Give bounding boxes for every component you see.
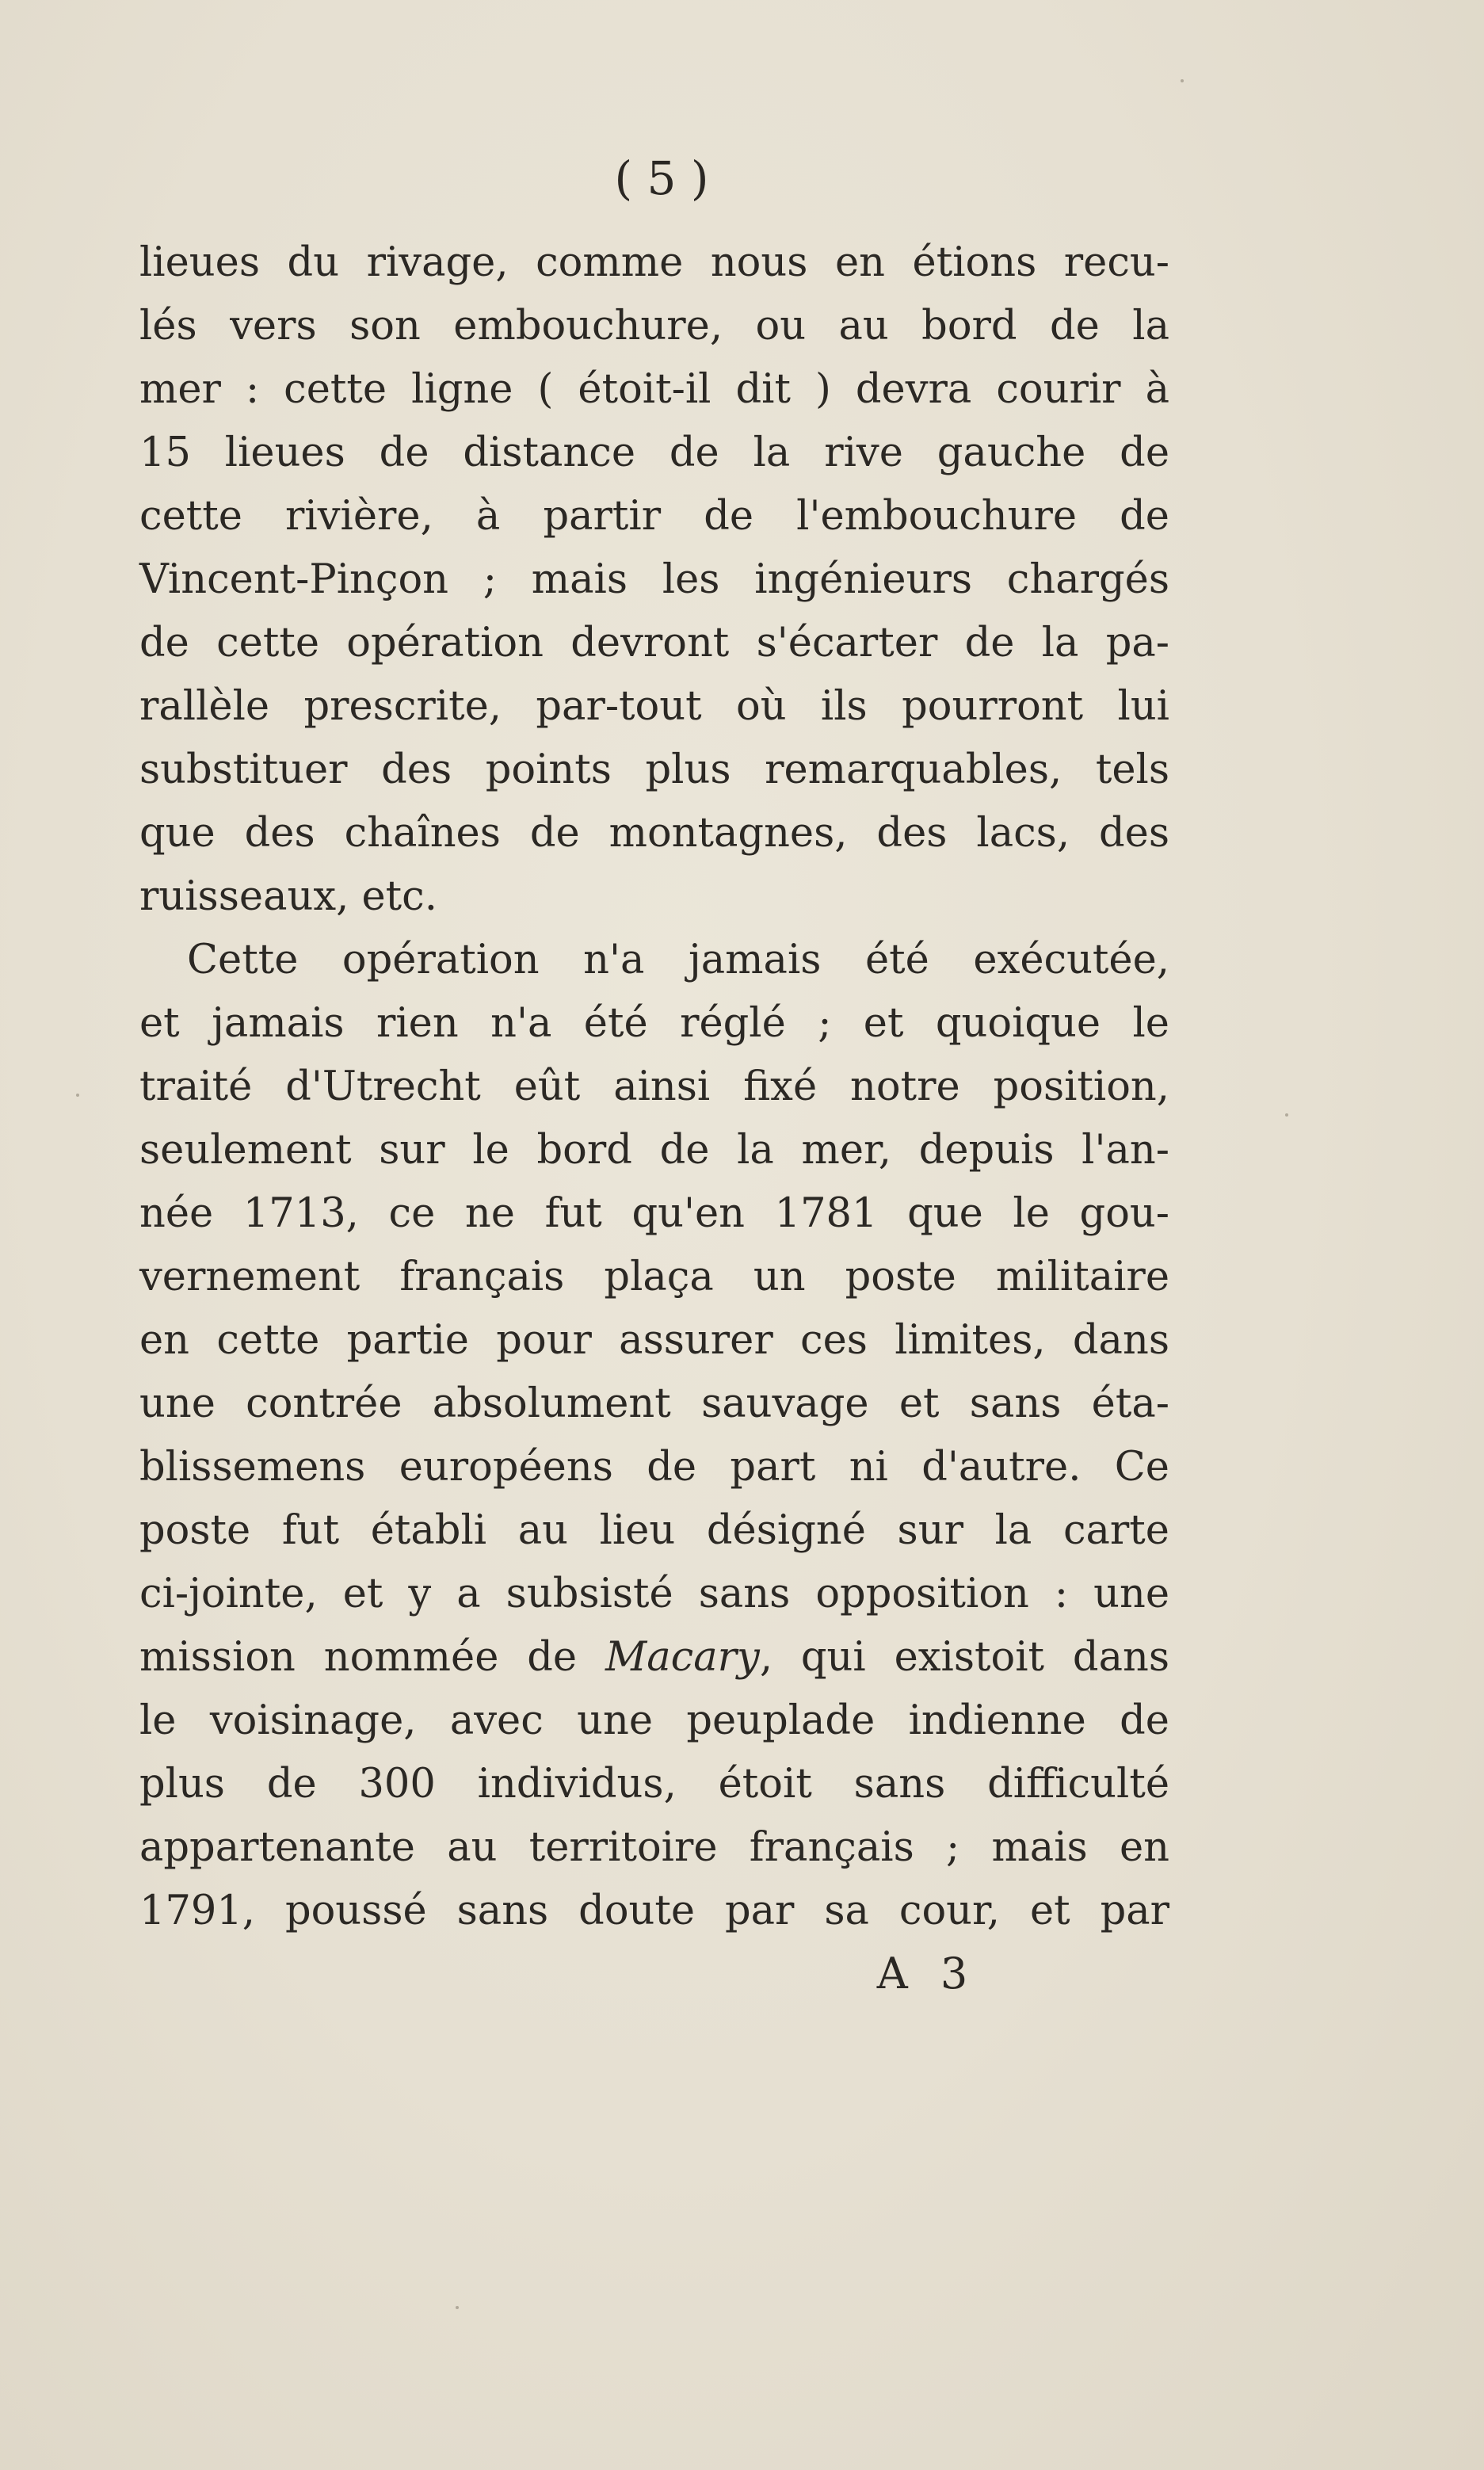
text-line-5: cette rivière, à partir de l'embouchure de	[139, 493, 1169, 540]
signature-mark: A 3	[876, 1949, 978, 1999]
text-line-25: plus de 300 individus, étoit sans difficulté	[139, 1761, 1169, 1808]
text-line-21: poste fut établi au lieu désigné sur la carte	[139, 1507, 1169, 1554]
text-line-19: une contrée absolument sauvage et sans éta-	[139, 1380, 1169, 1427]
text-line-24: le voisinage, avec une peuplade indienne de	[139, 1697, 1169, 1744]
text-line-10: que des chaînes de montagnes, des lacs, des	[139, 810, 1169, 857]
text-line-14: traité d'Utrecht eût ainsi fixé notre position,	[139, 1063, 1169, 1110]
paper-speck	[76, 1094, 79, 1097]
text-line-16: née 1713, ce ne fut qu'en 1781 que le gou-	[139, 1190, 1169, 1237]
text-line-23-end: , qui existoit dans	[759, 1634, 1169, 1681]
text-line-22: ci-jointe, et y a subsisté sans opposition : une	[139, 1571, 1169, 1617]
text-line-12: Cette opération n'a jamais été exécutée,	[187, 937, 1169, 983]
macary-italic: Macary	[605, 1634, 760, 1681]
text-line-20: blissemens européens de part ni d'autre. Ce	[139, 1444, 1169, 1491]
text-line-26: appartenante au territoire français ; mais en	[139, 1824, 1169, 1871]
text-line-8: rallèle prescrite, par-tout où ils pourront lui	[139, 683, 1169, 730]
page-number: ( 5 )	[614, 151, 709, 205]
text-line-15: seulement sur le bord de la mer, depuis l'an-	[139, 1127, 1169, 1174]
text-line-27: 1791, poussé sans doute par sa cour, et par	[139, 1888, 1169, 1934]
paper-speck	[1181, 79, 1184, 82]
text-line-3: mer : cette ligne ( étoit-il dit ) devra courir à	[139, 366, 1169, 413]
text-line-23-start: mission nommée de	[139, 1634, 606, 1681]
text-line-13: et jamais rien n'a été réglé ; et quoique le	[139, 1000, 1169, 1047]
text-line-11: ruisseaux, etc.	[139, 873, 437, 920]
paper-speck	[456, 2306, 459, 2309]
text-line-2: lés vers son embouchure, ou au bord de la	[139, 303, 1169, 349]
text-line-23	[139, 1626, 1169, 1689]
text-line-6: Vincent-Pinçon ; mais les ingénieurs chargés	[139, 556, 1169, 603]
text-line-18: en cette partie pour assurer ces limites, dans	[139, 1317, 1169, 1364]
text-line-9: substituer des points plus remarquables, tels	[139, 746, 1169, 793]
paper-speck	[1285, 1113, 1288, 1117]
text-line-4: 15 lieues de distance de la rive gauche de	[139, 429, 1169, 476]
text-line-1: lieues du rivage, comme nous en étions recu-	[139, 239, 1169, 286]
text-line-7: de cette opération devront s'écarter de la pa-	[139, 620, 1169, 666]
text-line-17: vernement français plaça un poste militaire	[139, 1254, 1169, 1300]
